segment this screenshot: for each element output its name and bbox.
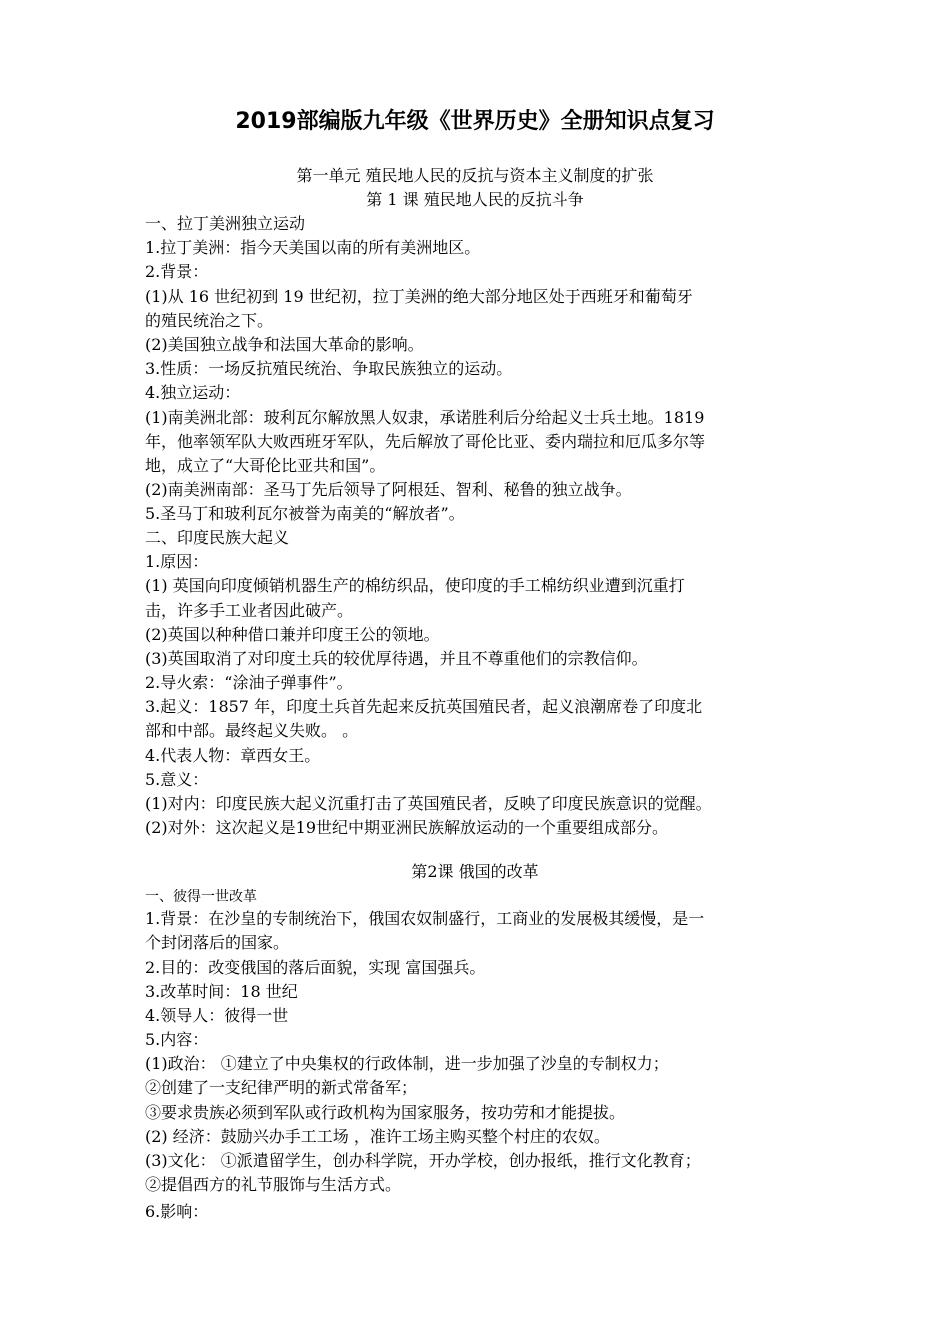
text-line: (1)政治： ①建立了中央集权的行政体制，进一步加强了沙皇的专制权力；: [145, 1054, 669, 1073]
text-line: 5.圣马丁和玻利瓦尔被誉为南美的“解放者”。: [145, 504, 465, 523]
text-line: 2.背景：: [145, 262, 209, 281]
text-line: (2)美国独立战争和法国大革命的影响。: [145, 335, 424, 354]
text-line: 一、拉丁美洲独立运动: [145, 214, 306, 233]
text-line: 1.原因：: [145, 552, 209, 571]
lesson1-heading: 第 1 课 殖民地人民的反抗斗争: [366, 190, 584, 209]
text-line: ③要求贵族必须到军队或行政机构为国家服务，按功劳和才能提拔。: [145, 1103, 626, 1122]
text-line: 4.领导人：彼得一世: [145, 1006, 289, 1025]
text-line: 击，许多手工业者因此破产。: [145, 601, 354, 620]
text-line: 年，他率领军队大败西班牙军队，先后解放了哥伦比亚、委内瑞拉和厄瓜多尔等: [145, 432, 706, 451]
text-line: 二、印度民族大起义: [145, 528, 290, 547]
text-line: (2)英国以种种借口兼并印度王公的领地。: [145, 625, 440, 644]
text-line: ②创建了一支纪律严明的新式常备军；: [145, 1078, 418, 1097]
text-line: (2)南美洲南部：圣马丁先后领导了阿根廷、智利、秘鲁的独立战争。: [145, 480, 632, 499]
text-line: 个封闭落后的国家。: [145, 933, 290, 952]
text-line: 3.改革时间：18 世纪: [145, 982, 298, 1001]
text-line: 部和中部。最终起义失败。 。: [145, 721, 359, 740]
section-heading: 一、彼得一世改革: [145, 889, 257, 905]
text-line: 6.影响：: [145, 1202, 209, 1221]
text-line: 3.性质：一场反抗殖民统治、争取民族独立的运动。: [145, 359, 513, 378]
text-line: 4.独立运动：: [145, 383, 241, 402]
lesson2-heading: 第2课 俄国的改革: [411, 862, 539, 881]
document-title: 2019部编版九年级《世界历史》全册知识点复习: [235, 109, 715, 134]
text-line: 的殖民统治之下。: [145, 311, 274, 330]
text-line: 5.意义：: [145, 770, 209, 789]
text-line: 1.拉丁美洲：指今天美国以南的所有美洲地区。: [145, 238, 481, 257]
text-line: 4.代表人物：章西女王。: [145, 746, 321, 765]
text-line: (1)从 16 世纪初到 19 世纪初，拉丁美洲的绝大部分地区处于西班牙和葡萄牙: [145, 287, 693, 306]
text-line: 2.目的：改变俄国的落后面貌，实现 富国强兵。: [145, 958, 486, 977]
text-line: (3)英国取消了对印度土兵的较优厚待遇，并且不尊重他们的宗教信仰。: [145, 649, 648, 668]
text-line: ②提倡西方的礼节服饰与生活方式。: [145, 1175, 402, 1194]
text-line: (2)对外：这次起义是19世纪中期亚洲民族解放运动的一个重要组成部分。: [145, 818, 669, 837]
text-line: 地，成立了“大哥伦比亚共和国”。: [145, 456, 386, 475]
unit-heading: 第一单元 殖民地人民的反抗与资本主义制度的扩张: [296, 166, 654, 185]
text-line: (2) 经济：鼓励兴办手工工场 ，准许工场主购买整个村庄的农奴。: [145, 1127, 610, 1146]
text-line: 3.起义：1857 年，印度土兵首先起来反抗英国殖民者，起义浪潮席卷了印度北: [145, 697, 703, 716]
text-line: (1)对内：印度民族大起义沉重打击了英国殖民者，反映了印度民族意识的觉醒。: [145, 794, 712, 813]
text-line: (1) 英国向印度倾销机器生产的棉纺织品，使印度的手工棉纺织业遭到沉重打: [145, 576, 685, 595]
text-line: 2.导火索：“涂油子弹事件”。: [145, 673, 353, 692]
text-line: (1)南美洲北部：玻利瓦尔解放黑人奴隶，承诺胜利后分给起义士兵土地。1819: [145, 408, 705, 427]
text-line: (3)文化： ①派遣留学生，创办科学院，开办学校，创办报纸，推行文化教育；: [145, 1151, 701, 1170]
text-line: 1.背景：在沙皇的专制统治下，俄国农奴制盛行，工商业的发展极其缓慢，是一: [145, 909, 705, 928]
text-line: 5.内容：: [145, 1030, 209, 1049]
